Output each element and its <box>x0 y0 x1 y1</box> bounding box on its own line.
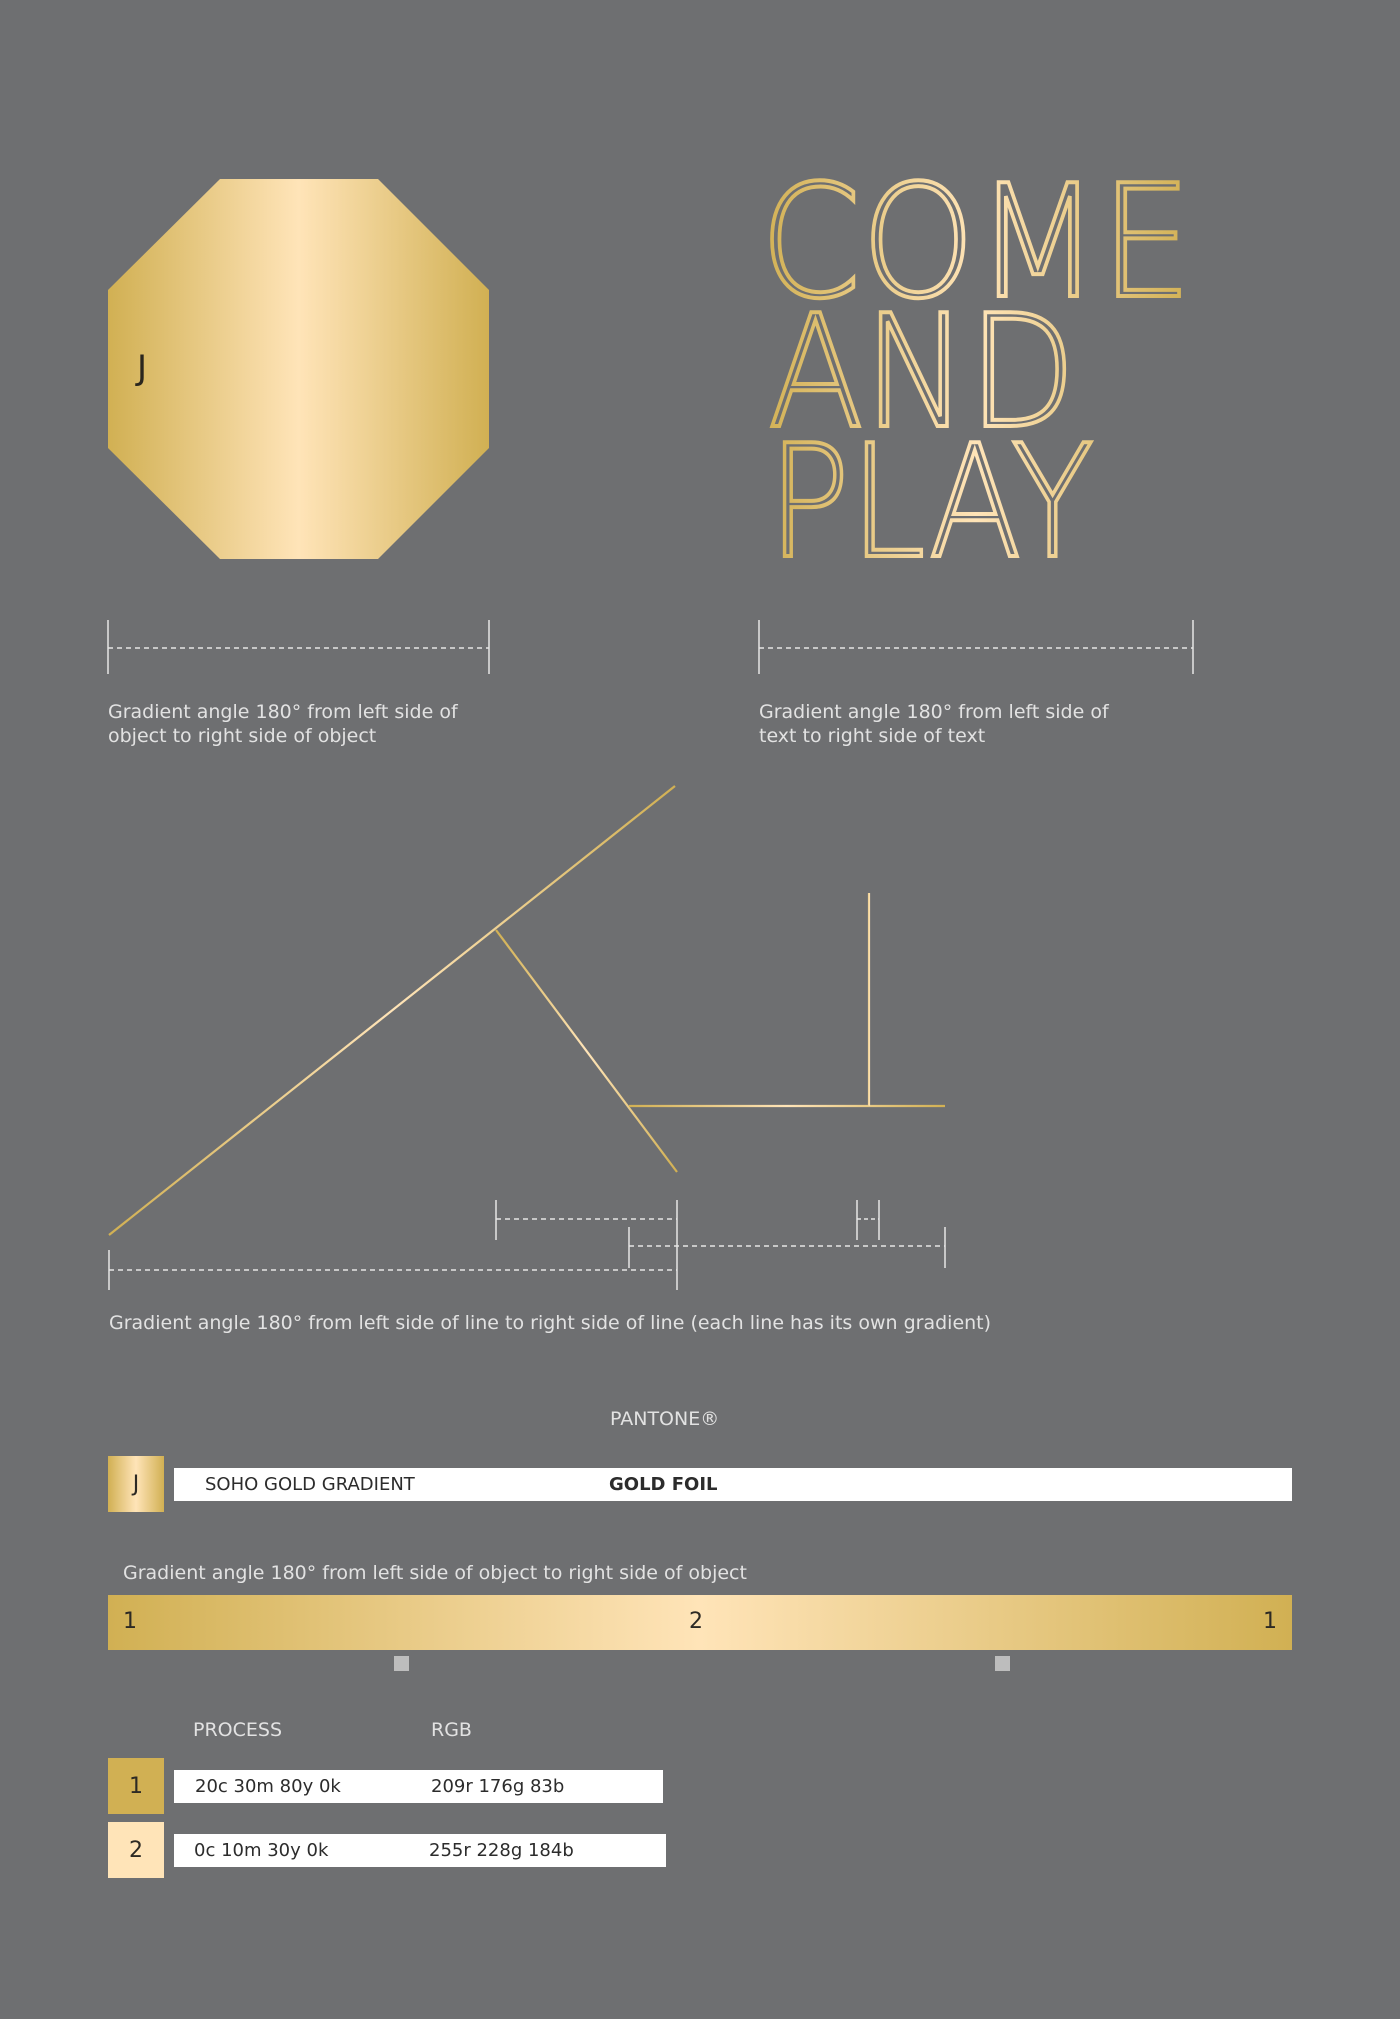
color-1-row <box>174 1770 663 1803</box>
gradient-midpoint-marker-left <box>394 1656 409 1671</box>
gradient-stop-left-label: 1 <box>123 1609 137 1634</box>
pantone-value: GOLD FOIL <box>609 1474 718 1495</box>
pantone-swatch: J <box>108 1456 164 1512</box>
headline-line-3: PLAY <box>768 411 1094 593</box>
gradient-midpoint-marker-right <box>995 1656 1010 1671</box>
rgb-header: RGB <box>431 1719 472 1741</box>
text-gradient-caption: Gradient angle 180° from left side of text to right side of text <box>759 701 1109 747</box>
color-2-swatch: 2 <box>108 1822 164 1878</box>
line-gradient-caption: Gradient angle 180° from left side of line to right side of line (each line has its own gradient) <box>109 1312 992 1334</box>
color-2-process: 0c 10m 30y 0k <box>194 1840 329 1861</box>
gradient-bar <box>108 1595 1292 1650</box>
process-header: PROCESS <box>193 1719 283 1741</box>
gradient-stop-right-label: 1 <box>1263 1609 1277 1634</box>
pantone-name: SOHO GOLD GRADIENT <box>205 1474 415 1495</box>
gradient-bar-caption: Gradient angle 180° from left side of object to right side of object <box>123 1562 747 1584</box>
color-1-rgb: 209r 176g 83b <box>431 1776 565 1797</box>
octagon-label: J <box>137 348 148 388</box>
pantone-bar <box>174 1468 1292 1501</box>
color-2-row <box>174 1834 666 1867</box>
color-1-process: 20c 30m 80y 0k <box>195 1776 341 1797</box>
object-gradient-caption: Gradient angle 180° from left side of object to right side of object <box>108 701 458 747</box>
color-2-rgb: 255r 228g 184b <box>429 1840 574 1861</box>
gradient-stop-mid-label: 2 <box>689 1609 703 1634</box>
color-1-swatch: 1 <box>108 1758 164 1814</box>
headline-line-1: COME <box>760 151 1192 333</box>
pantone-heading: PANTONE® <box>610 1408 720 1430</box>
headline-line-2: AND <box>768 281 1076 463</box>
